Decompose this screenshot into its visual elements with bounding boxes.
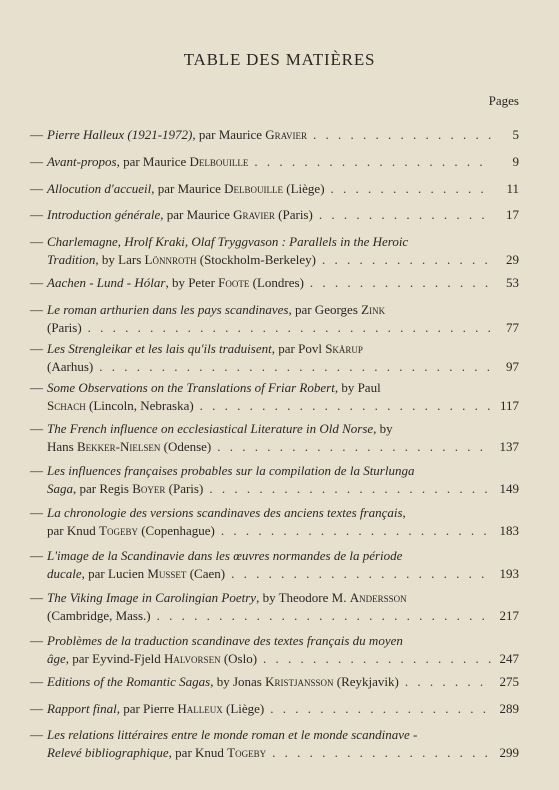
toc-entry[interactable]: [30, 504, 519, 540]
entry-text: Rapport final, par Pierre Halleux (Liège): [47, 701, 265, 716]
toc-entry[interactable]: [30, 274, 519, 292]
toc-entry[interactable]: [30, 153, 519, 171]
pages-column-header: Pages: [488, 93, 519, 108]
entry-text: The French influence on ecclesiastical Literature in Old Norse, by: [47, 421, 393, 436]
toc-entry[interactable]: [30, 301, 519, 337]
entry-text: Schach (Lincoln, Nebraska): [47, 398, 194, 413]
toc-entry[interactable]: [30, 233, 519, 269]
dot-leader: [231, 565, 491, 583]
page-number: 53: [506, 275, 519, 290]
entry-dash: —: [30, 633, 43, 648]
toc-entry[interactable]: [30, 589, 519, 625]
entry-text: ducale, par Lucien Musset (Caen): [47, 566, 226, 581]
entry-dash: —: [30, 154, 43, 169]
entry-text: Introduction générale, par Maurice Gravier (Paris): [47, 207, 313, 222]
page-number: 9: [512, 154, 519, 169]
toc-entry[interactable]: [30, 632, 519, 668]
entry-dash: —: [30, 590, 43, 605]
toc-entry[interactable]: [30, 726, 519, 762]
page-number: 97: [506, 359, 519, 374]
entry-text: Aachen - Lund - Hólar, by Peter Foote (Londres): [47, 275, 304, 290]
entry-dash: —: [30, 548, 43, 563]
dot-leader: [272, 744, 491, 762]
entry-dash: —: [30, 275, 43, 290]
page-number: 299: [499, 745, 519, 760]
page-number: 77: [506, 320, 519, 335]
entry-dash: —: [30, 302, 43, 317]
dot-leader: [331, 180, 491, 198]
page-number: 275: [499, 674, 519, 689]
dot-leader: [270, 700, 491, 718]
dot-leader: [217, 438, 491, 456]
entry-text: Saga, par Regis Boyer (Paris): [47, 481, 204, 496]
entry-text: Tradition, by Lars Lönnroth (Stockholm-Berkeley): [47, 252, 316, 267]
dot-leader: [322, 251, 491, 269]
entry-text: (Cambridge, Mass.): [47, 608, 151, 623]
dot-leader: [221, 522, 491, 540]
page-number: 193: [499, 566, 519, 581]
toc-entry[interactable]: [30, 673, 519, 691]
toc-entry[interactable]: [30, 700, 519, 718]
dot-leader: [313, 126, 491, 144]
page-number: 149: [499, 481, 519, 496]
entry-text: (Aarhus): [47, 359, 94, 374]
toc-entry[interactable]: [30, 547, 519, 583]
entry-text: Les relations littéraires entre le monde roman et le monde scandinave -: [47, 727, 418, 742]
page-number: 217: [499, 608, 519, 623]
toc-entry[interactable]: [30, 180, 519, 198]
page-number: 5: [512, 127, 519, 142]
dot-leader: [405, 673, 491, 691]
dot-leader: [157, 607, 491, 625]
page-number: 289: [499, 701, 519, 716]
toc-entry[interactable]: [30, 206, 519, 224]
entry-text: Relevé bibliographique, par Knud Togeby: [47, 745, 267, 760]
entry-dash: —: [30, 207, 43, 222]
dot-leader: [200, 397, 491, 415]
entry-dash: —: [30, 505, 43, 520]
page-number: 17: [506, 207, 519, 222]
toc-entry[interactable]: [30, 462, 519, 498]
entry-text: par Knud Togeby (Copenhague): [47, 523, 215, 538]
entry-dash: —: [30, 701, 43, 716]
entry-text: La chronologie des versions scandinaves des anciens textes français,: [47, 505, 406, 520]
entry-text: The Viking Image in Carolingian Poetry, by Theodore M. Andersson: [47, 590, 407, 605]
entry-text: Le roman arthurien dans les pays scandinaves, par Georges Zink: [47, 302, 386, 317]
page-title: TABLE DES MATIÈRES: [183, 50, 376, 69]
entry-text: Charlemagne, Hrolf Kraki, Olaf Tryggvason : Parallels in the Heroic: [47, 234, 409, 249]
dot-leader: [319, 206, 491, 224]
dot-leader: [263, 650, 491, 668]
page-number: 137: [499, 439, 519, 454]
dot-leader: [88, 319, 491, 337]
entry-dash: —: [30, 341, 43, 356]
toc-entry[interactable]: [30, 379, 519, 415]
entry-dash: —: [30, 181, 43, 196]
entry-dash: —: [30, 463, 43, 478]
page-number: 29: [506, 252, 519, 267]
entry-text: Editions of the Romantic Sagas, by Jonas Kristjansson (Reykjavik): [47, 674, 399, 689]
page-number: 247: [499, 651, 519, 666]
entry-dash: —: [30, 380, 43, 395]
entry-dash: —: [30, 674, 43, 689]
toc-entry[interactable]: [30, 420, 519, 456]
dot-leader: [99, 358, 491, 376]
entry-text: Pierre Halleux (1921-1972), par Maurice Gravier: [47, 127, 308, 142]
entry-dash: —: [30, 234, 43, 249]
entry-text: Les influences françaises probables sur la compilation de la Sturlunga: [47, 463, 415, 478]
entry-text: L'image de la Scandinavie dans les œuvres normandes de la période: [47, 548, 403, 563]
entry-text: Problèmes de la traduction scandinave des textes français du moyen: [47, 633, 403, 648]
page-number: 117: [499, 398, 519, 413]
dot-leader: [310, 274, 491, 292]
entry-text: Avant-propos, par Maurice Delbouille: [47, 154, 249, 169]
entry-text: Hans Bekker-Nielsen (Odense): [47, 439, 212, 454]
dot-leader: [209, 480, 491, 498]
entry-text: (Paris): [47, 320, 82, 335]
entry-text: Les Strengleikar et les lais qu'ils traduisent, par Povl Skårup: [47, 341, 363, 356]
entry-dash: —: [30, 127, 43, 142]
page-number: 183: [499, 523, 519, 538]
entry-dash: —: [30, 727, 43, 742]
entry-text: âge, par Eyvind-Fjeld Halvorsen (Oslo): [47, 651, 258, 666]
toc-entry[interactable]: [30, 126, 519, 144]
entry-text: Allocution d'accueil, par Maurice Delbouille (Liège): [47, 181, 325, 196]
dot-leader: [254, 153, 491, 171]
entry-dash: —: [30, 421, 43, 436]
entry-text: Some Observations on the Translations of Friar Robert, by Paul: [47, 380, 381, 395]
toc-entry[interactable]: [30, 340, 519, 376]
page-number: 11: [506, 181, 519, 196]
